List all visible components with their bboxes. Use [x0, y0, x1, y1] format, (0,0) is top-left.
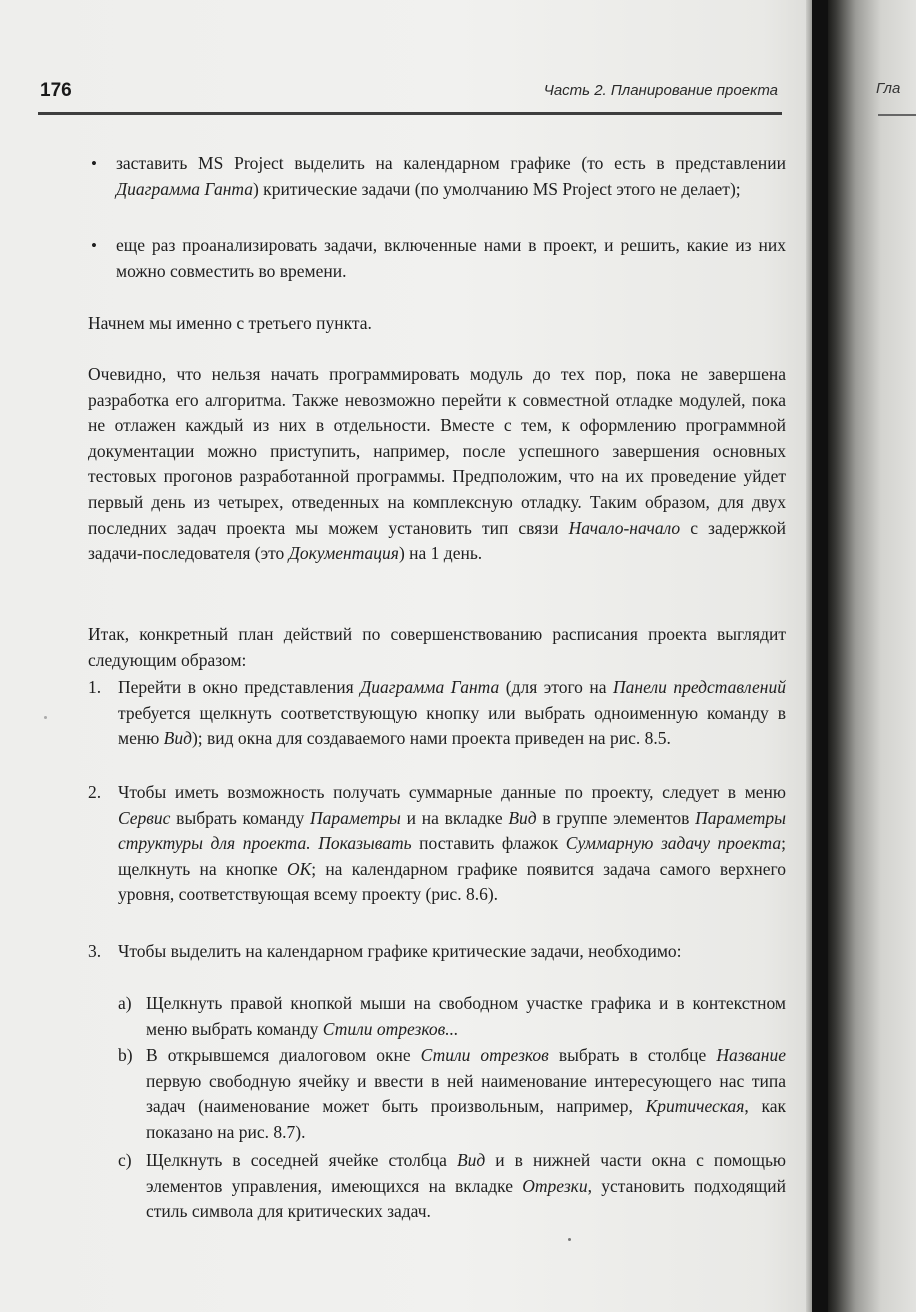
lettered-item: b) В открывшемся диалоговом окне Стили отрезков выбрать в столбце Название первую свободную ячейку и ввести в ней наименование интересующего нас типа задач (наименование может быть произвольным, например, Критическая, как показано на рис. 8.7).	[118, 1045, 787, 1142]
numbered-item: 3. Чтобы выделить на календарном графике критические задачи, необходимо:	[118, 939, 786, 965]
numbered-item: 1. Перейти в окно представления Диаграмма Ганта (для этого на Панели представлений требуется щелкнуть соответствующую кнопку или выбрать одноименную команду в меню Вид); вид окна для создаваемого нами проекта приведен на рис. 8.5.	[88, 677, 786, 749]
item-letter: a)	[118, 993, 132, 1013]
item-number: 2.	[88, 782, 102, 802]
item-number: 3.	[88, 941, 102, 961]
page-number: 176	[40, 80, 72, 101]
spine-shadow	[812, 0, 828, 1312]
bullet-text: еще раз проанализировать задачи, включенные нами в проект, и решить, какие из них можно совместить во времени.	[116, 235, 786, 281]
bullet-marker: •	[91, 154, 97, 173]
bullet-text: заставить MS Project выделить на календарном графике (то есть в представлении Диаграмма Ганта) критические задачи (по умолчанию MS Project этого не делает);	[116, 153, 786, 199]
scan-speck	[568, 1238, 571, 1241]
header-rule	[38, 112, 782, 115]
scan-speck	[44, 716, 47, 719]
lettered-item: c) Щелкнуть в соседней ячейке столбца Вид и в нижней части окна с помощью элементов управления, имеющихся на вкладке Отрезки, установить подходящий стиль символа для критических задач.	[118, 1150, 786, 1222]
lettered-item: a) Щелкнуть правой кнопкой мыши на свободном участке графика и в контекстном меню выбрать команду Стили отрезков...	[118, 993, 786, 1039]
next-page-rule	[878, 114, 916, 116]
item-letter: b)	[118, 1045, 133, 1065]
paragraph: Начнем мы именно с третьего пункта.	[88, 313, 372, 333]
bullet-item	[91, 151, 786, 202]
paragraph: Итак, конкретный план действий по совершенствованию расписания проекта выглядит следующим образом:	[88, 624, 786, 670]
item-number: 1.	[88, 677, 102, 697]
paragraph: Очевидно, что нельзя начать программировать модуль до тех пор, пока не завершена разработка его алгоритма. Также невозможно перейти к совместной отладке модулей, пока не отлажен каждый из них в отдельности. Вместе с тем, к оформлению программной документации можно приступить, например, после успешного завершения основных тестовых прогонов разработанной программы. Предположим, что на их проведение уйдет первый день из четырех, отведенных на комплексную отладку. Таким образом, для двух последних задач проекта мы можем установить тип связи Начало-начало с задержкой задачи-последователя (это Документация) на 1 день.	[88, 364, 786, 564]
next-page-fragment: Гла	[876, 80, 901, 97]
running-head: Часть 2. Планирование проекта	[543, 82, 778, 99]
bullet-marker: •	[91, 236, 97, 255]
item-letter: c)	[118, 1150, 132, 1170]
numbered-item: 2. Чтобы иметь возможность получать суммарные данные по проекту, следует в меню Сервис выбрать команду Параметры и на вкладке Вид в группе элементов Параметры структуры для проекта. Показывать поставить флажок Суммарную задачу проекта; щелкнуть на кнопке ОК; на календарном графике появится задача самого верхнего уровня, соответствующая всему проекту (рис. 8.6).	[88, 782, 786, 905]
bullet-item	[91, 233, 786, 284]
